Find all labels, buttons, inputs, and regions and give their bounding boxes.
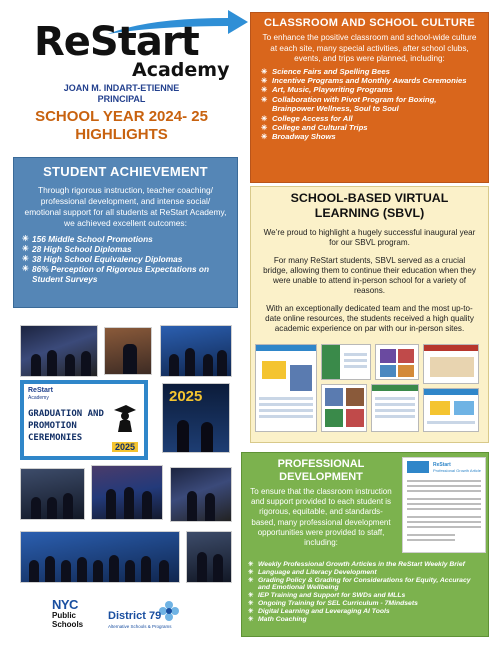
nyc-logo-schools: Schools — [52, 620, 84, 629]
graduation-group-photo — [20, 531, 180, 583]
list-item: ✳ Ongoing Training for SEL Curriculum - 7Mindsets — [248, 600, 484, 608]
nyc-logo-public: Public — [52, 611, 77, 620]
newsletter-title: ReStart — [433, 462, 451, 468]
sbvl-paragraph: For many ReStart students, SBVL served as a crucial bridge, allowing them to continue their education when they were unable to attend in-person school for a variety of reasons. — [263, 255, 476, 296]
list-item: ✳ 38 High School Equivalency Diplomas — [22, 254, 229, 264]
list-item: ✳ Art, Music, Playwriting Programs — [261, 85, 478, 94]
sbvl-heading-line1: SCHOOL-BASED VIRTUAL — [290, 191, 449, 205]
achievement-list — [22, 234, 229, 284]
list-item: ✳ IEP Training and Support for SWDs and MLLs — [248, 592, 484, 600]
year-2025-number: 2025 — [169, 388, 203, 405]
ceremony-logo-sub: Academy — [28, 395, 49, 401]
logo-subword: Academy — [132, 59, 230, 81]
list-item: ✳ Science Fairs and Spelling Bees — [261, 67, 478, 76]
achievement-intro: Through rigorous instruction, teacher coaching/ professional development, and intense social/ emotional support for all students at ReStart Academy, we achieved excellent outcomes: — [24, 185, 227, 228]
sbvl-screenshot — [423, 344, 479, 384]
year-2025-photo — [162, 383, 230, 453]
pd-heading — [248, 458, 394, 484]
sbvl-screenshot — [371, 384, 419, 432]
culture-heading: CLASSROOM AND SCHOOL CULTURE — [263, 17, 476, 29]
nyc-logo-text: NYC — [52, 597, 78, 612]
culture-list — [261, 67, 478, 142]
graduate-silhouette-icon — [110, 402, 136, 432]
graduation-photo — [20, 468, 85, 520]
graduation-photo — [160, 325, 232, 377]
logo-wordmark: ReStart — [34, 19, 199, 65]
list-item: ✳ College Access for All — [261, 114, 478, 123]
sbvl-panel — [250, 186, 489, 443]
pd-heading-line2: DEVELOPMENT — [279, 471, 363, 483]
sbvl-paragraph: We’re proud to highlight a hugely successful inaugural year for our SBVL program. — [263, 228, 476, 248]
ceremony-title-line1: GRADUATION AND — [28, 409, 104, 419]
graduation-photo — [91, 465, 163, 520]
ceremony-title-line2: PROMOTION — [28, 421, 77, 431]
culture-intro: To enhance the positive classroom and school-wide culture at each site, many special activities, after school clubs, events, and trips were planned, including: — [262, 33, 477, 63]
student-achievement-panel — [13, 157, 238, 308]
sbvl-heading-line2: LEARNING (SBVL) — [314, 206, 425, 220]
list-item: ✳ Language and Literacy Development — [248, 569, 484, 577]
graduation-ceremony-graphic — [20, 380, 148, 460]
graduation-photo — [104, 327, 152, 375]
list-item: ✳ 86% Perception of Rigorous Expectations on Student Surveys — [22, 264, 229, 284]
ceremony-year: 2025 — [112, 442, 138, 452]
professional-growth-newsletter — [402, 457, 486, 553]
achievement-heading: STUDENT ACHIEVEMENT — [43, 164, 208, 179]
nyc-public-schools-logo — [52, 597, 100, 633]
district-79-name: District 79 — [108, 610, 162, 622]
restart-academy-logo — [28, 8, 230, 81]
district-79-subtitle: Alternative Schools & Programs — [108, 624, 172, 629]
district79-flower-icon — [158, 600, 180, 622]
sbvl-screenshot — [255, 344, 317, 432]
ceremony-title-line3: CEREMONIES — [28, 433, 83, 443]
district-79-logo — [108, 600, 188, 634]
list-item: ✳ 28 High School Diplomas — [22, 244, 229, 254]
list-item: ✳ Broadway Shows — [261, 132, 478, 141]
graduation-photo — [186, 531, 232, 583]
sbvl-heading — [261, 191, 478, 221]
sbvl-screenshot — [321, 344, 371, 380]
sbvl-screenshot — [423, 388, 479, 432]
principal-title: PRINCIPAL — [97, 94, 146, 104]
list-item: ✳ Grading Policy & Grading for Considerations for Equity, Accuracy and Emotional Wellbeing — [248, 577, 484, 593]
sbvl-paragraph: With an exceptionally dedicated team and the most up-to-date online resources, the students received a high quality academic experience on par with our in-person sites. — [265, 303, 474, 334]
page-title: SCHOOL YEAR 2024- 25 — [35, 108, 208, 125]
pd-heading-line1: PROFESSIONAL — [277, 458, 365, 470]
pd-list — [248, 561, 484, 623]
list-item: ✳ Weekly Professional Growth Articles in the ReStart Weekly Brief — [248, 561, 484, 569]
sbvl-screenshot — [321, 384, 367, 432]
list-item: ✳ Incentive Programs and Monthly Awards Ceremonies — [261, 76, 478, 85]
ceremony-logo: ReStart — [28, 387, 53, 394]
list-item: ✳ College and Cultural Trips — [261, 123, 478, 132]
graduation-photo — [20, 325, 98, 377]
school-culture-panel — [250, 12, 489, 183]
list-item: ✳ Collaboration with Pivot Program for Boxing, Brainpower Wellness, Soul to Soul — [261, 95, 478, 114]
list-item: ✳ Math Coaching — [248, 616, 484, 624]
newsletter-subtitle: Professional Growth Article — [433, 468, 482, 473]
principal-name: JOAN M. INDART-ETIENNE — [63, 83, 180, 93]
pd-intro: To ensure that the classroom instruction and support provided to each student is rigorous, equitable, and standards-based, many professional development opportunities were provided to staff, including: — [250, 487, 392, 548]
list-item: ✳ Digital Learning and Leveraging AI Tools — [248, 608, 484, 616]
sbvl-screenshot — [375, 344, 419, 380]
graduation-photo — [170, 467, 232, 522]
list-item: ✳ 156 Middle School Promotions — [22, 234, 229, 244]
page-title-highlights: HIGHLIGHTS — [75, 126, 168, 143]
professional-development-panel — [241, 452, 489, 637]
